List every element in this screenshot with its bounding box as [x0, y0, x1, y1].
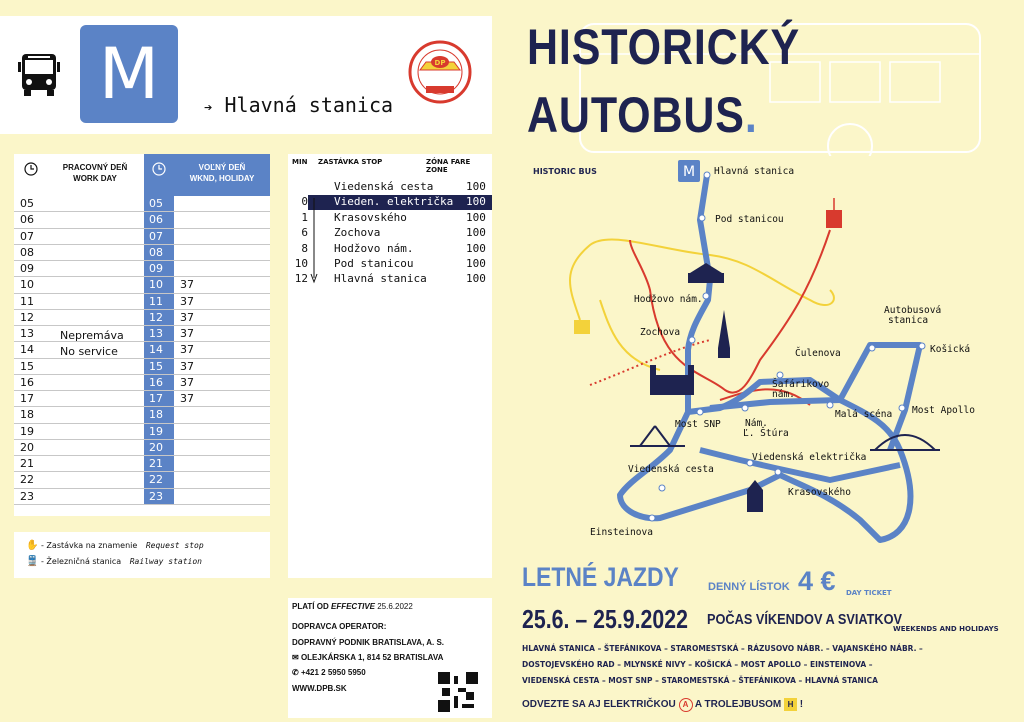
hand-icon: ✋	[26, 540, 39, 551]
legend-request-sk: - Zastávka na znamenie	[41, 541, 138, 550]
table-row	[14, 456, 270, 472]
map-label-viedel: Viedenská električka	[752, 452, 867, 463]
stop-zone: 100	[466, 257, 486, 270]
day-ticket-label: DENNÝ LÍSTOK	[708, 581, 790, 593]
stop-minute: 8	[301, 241, 308, 255]
poster-title-line1: HISTORICKÝ	[527, 19, 801, 75]
hour-workday: 20	[20, 440, 34, 454]
hour-weekend-cell	[144, 407, 174, 422]
hour-workday: 13	[20, 327, 34, 340]
hour-workday: 12	[20, 310, 34, 324]
map-label-stura2: Ľ. Štúra	[743, 428, 789, 439]
service-days-en: WEEKENDS AND HOLIDAYS	[893, 625, 999, 633]
map-label-viedcesta: Viedenská cesta	[628, 464, 714, 475]
address-text: OLEJKÁRSKA 1, 814 52 BRATISLAVA	[300, 653, 444, 662]
map-label-autobusova: Autobusová	[884, 305, 942, 316]
hour-weekend-cell	[144, 391, 174, 406]
stop-minute: 1	[301, 210, 308, 224]
map-route-badge: M	[682, 164, 696, 180]
stop-minute: 6	[301, 226, 308, 240]
table-row	[14, 472, 270, 488]
phone-icon: ✆	[292, 668, 299, 677]
hour-weekend-cell	[144, 212, 174, 227]
qr-code-icon[interactable]	[438, 672, 478, 712]
map-label-pod: Pod stanicou	[715, 214, 784, 225]
hour-weekend-cell	[144, 489, 174, 504]
mail-icon: ✉	[292, 653, 299, 662]
stop-name: Pod stanicou	[334, 257, 414, 270]
legend-rail-sk: - Železničná stanica	[41, 557, 122, 566]
table-row	[14, 391, 270, 407]
operator-label: DOPRAVCA OPERATOR:	[292, 622, 387, 631]
map-label-snp: Most SNP	[675, 419, 721, 430]
hour-weekend: 06	[149, 213, 163, 227]
minute-weekend: 37	[180, 375, 194, 389]
hour-weekend-cell	[144, 424, 174, 439]
no-service-note	[60, 328, 124, 360]
hour-weekend: 14	[149, 343, 163, 357]
also-by-trolley-text: A TROLEJBUSOM	[694, 699, 782, 710]
hour-workday: 19	[20, 424, 34, 438]
direction-arrow	[310, 198, 320, 298]
operator-web[interactable]: WWW.DPB.SK	[292, 684, 347, 693]
clock-icon	[152, 162, 166, 176]
hour-weekend-cell	[144, 342, 174, 357]
bus-icon	[16, 52, 62, 98]
table-row	[14, 375, 270, 391]
timetable-head-weekend	[144, 154, 270, 196]
legend-request	[26, 540, 204, 551]
phone-text: +421 2 5950 5950	[300, 668, 366, 677]
table-row	[14, 261, 270, 277]
ticket-price: 4 €	[798, 566, 836, 596]
hour-weekend: 10	[149, 278, 163, 292]
apollo-bridge-icon	[870, 435, 940, 450]
map-label-autobusova2: stanica	[888, 315, 929, 326]
hour-workday: 06	[20, 213, 34, 227]
minute-weekend: 37	[180, 310, 194, 324]
map-label-kosicka: Košická	[930, 344, 971, 355]
hour-weekend: 17	[149, 392, 163, 405]
also-by-tram-text: ODVEZTE SA AJ ELEKTRIČKOU	[522, 699, 676, 710]
effective-date: 25.6.2022	[377, 602, 413, 611]
header-panel	[0, 16, 492, 134]
stops-head-stop: ZASTÁVKA STOP	[318, 158, 383, 166]
minute-weekend: 37	[180, 343, 194, 357]
legend-rail	[26, 556, 202, 567]
stop-zone: 100	[466, 195, 486, 209]
map-label-krasovskeho: Krasovského	[788, 487, 851, 498]
hour-weekend: 12	[149, 310, 163, 324]
table-row	[14, 342, 270, 358]
hour-weekend: 19	[149, 424, 163, 438]
minute-weekend: 37	[180, 392, 194, 405]
effective-label: PLATÍ OD	[292, 602, 329, 611]
hour-weekend: 09	[149, 262, 163, 275]
clock-icon	[24, 162, 38, 176]
table-row	[14, 212, 270, 228]
map-label-mala: Malá scéna	[835, 409, 893, 420]
table-row	[14, 489, 270, 505]
hour-weekend-cell	[144, 277, 174, 292]
stop-name: Hlavná stanica	[334, 272, 427, 286]
map-label-stura: Nám.	[745, 418, 768, 429]
workday-title: PRACOVNÝ DEŇ	[62, 163, 128, 172]
table-row	[14, 245, 270, 261]
hour-workday: 21	[20, 457, 34, 470]
exclamation-mark: !	[799, 699, 804, 710]
legend-panel	[14, 532, 270, 578]
operator-address	[292, 653, 443, 662]
hour-workday: 15	[20, 359, 34, 373]
service-days: POČAS VÍKENDOV A SVIATKOV	[707, 611, 903, 628]
no-service-en: No service	[60, 345, 118, 358]
arrow-right-icon: ➔	[204, 100, 213, 116]
map-label-hlavna: Hlavná stanica	[714, 166, 795, 177]
summer-rides-title: LETNÉ JAZDY	[522, 562, 679, 592]
workday-subtitle: WORK DAY	[73, 174, 117, 183]
hour-weekend: 23	[149, 489, 163, 503]
train-icon: 🚆	[26, 556, 39, 567]
table-row	[14, 310, 270, 326]
stop-name: Zochova	[334, 226, 381, 240]
stop-zone: 100	[466, 241, 486, 255]
operator-phone	[292, 668, 366, 677]
timetable-head-workday	[14, 154, 144, 196]
operator-name: DOPRAVNÝ PODNIK BRATISLAVA, A. S.	[292, 638, 445, 647]
hour-weekend: 07	[149, 229, 163, 243]
destination	[204, 93, 393, 117]
service-dates: 25.6. – 25.9.2022	[522, 604, 688, 634]
minute-weekend: 37	[180, 359, 194, 373]
hour-workday: 17	[20, 392, 34, 405]
hour-workday: 16	[20, 375, 34, 389]
hour-weekend: 05	[149, 197, 163, 210]
poster-title-line2	[527, 87, 758, 143]
hour-weekend-cell	[144, 375, 174, 390]
hour-weekend-cell	[144, 472, 174, 487]
route-badge: M	[80, 25, 178, 123]
table-row	[14, 424, 270, 440]
hour-weekend: 21	[149, 457, 163, 470]
route-map	[510, 150, 1010, 550]
table-row	[14, 229, 270, 245]
map-label-zochova: Zochova	[640, 327, 681, 338]
stops-head-zone: ZÓNA FARE ZONE	[426, 158, 471, 174]
list-item	[288, 180, 492, 195]
route-description-3: VIEDENSKÁ CESTA – MOST SNP – STAROMESTSKÁ – ŠTEFÁNIKOVA – HLAVNÁ STANICA	[522, 676, 878, 685]
trolleybus-icon	[574, 320, 590, 334]
hour-workday: 11	[20, 294, 34, 308]
hour-weekend-cell	[144, 359, 174, 374]
hour-workday: 09	[20, 262, 34, 275]
stop-minute: 0	[301, 195, 308, 209]
hour-workday: 10	[20, 278, 34, 292]
timetable-panel	[14, 154, 270, 516]
effective-label-en: EFFECTIVE	[330, 602, 375, 611]
poster-title-dot: .	[744, 87, 758, 143]
map-label-culenova: Čulenova	[795, 348, 841, 359]
dpb-logo-icon	[408, 40, 472, 104]
hour-weekend: 15	[149, 359, 163, 373]
stops-head-min: MIN	[292, 158, 308, 166]
map-label-hodzovo: Hodžovo nám.	[634, 294, 703, 305]
stop-zone: 100	[466, 272, 486, 286]
map-label-apollo: Most Apollo	[912, 405, 975, 416]
weekend-subtitle: WKND, HOLIDAY	[189, 174, 255, 183]
cathedral-icon	[718, 310, 730, 358]
stop-minute: 12	[294, 272, 308, 286]
hour-workday: 22	[20, 473, 34, 487]
hour-weekend-cell	[144, 245, 174, 260]
table-row	[14, 359, 270, 375]
poster-title-word: AUTOBUS	[527, 87, 745, 143]
hour-weekend-cell	[144, 294, 174, 309]
hour-workday: 18	[20, 408, 34, 422]
map-label-safarikovo2: nám.	[772, 389, 795, 400]
hour-weekend-cell	[144, 261, 174, 276]
tram-line	[630, 230, 830, 393]
stop-name: Hodžovo nám.	[334, 241, 414, 255]
timetable-rows	[14, 196, 270, 505]
hour-weekend-cell	[144, 440, 174, 455]
table-row	[14, 294, 270, 310]
legend-rail-en: Railway station	[129, 557, 202, 566]
hour-weekend-cell	[144, 310, 174, 325]
table-row	[14, 326, 270, 342]
svg-text:DP: DP	[434, 59, 446, 67]
route-description-1: HLAVNÁ STANICA – ŠTEFÁNIKOVA – STAROMESTSKÁ – RÁZUSOVO NÁBR. – VAJANSKÉHO NÁBR. –	[522, 644, 923, 653]
operator-panel	[288, 598, 492, 718]
stop-zone: 100	[466, 226, 486, 240]
hour-weekend-cell	[144, 229, 174, 244]
no-service-sk: Nepremáva	[60, 329, 124, 342]
stops-panel	[288, 154, 492, 578]
hour-weekend-cell	[144, 326, 174, 341]
weekend-title: VOĽNÝ DEŇ	[198, 163, 246, 172]
stop-zone: 100	[466, 210, 486, 224]
tram-icon	[826, 198, 842, 228]
table-row	[14, 440, 270, 456]
minute-weekend: 37	[180, 278, 194, 292]
hour-workday: 07	[20, 229, 34, 243]
hour-weekend-cell	[144, 196, 174, 211]
map-label-safarikovo: Šafárikovo	[772, 379, 830, 390]
stop-name: Krasovského	[334, 210, 407, 224]
tram-badge-icon: A	[679, 698, 693, 712]
route-description-2: DOSTOJEVSKÉHO RAD – MLYNSKÉ NIVY – KOŠICKÁ – MOST APOLLO – EINSTEINOVA –	[522, 660, 873, 669]
hour-weekend-cell	[144, 456, 174, 471]
hour-weekend: 20	[149, 440, 163, 454]
hour-workday: 08	[20, 245, 34, 259]
stop-zone: 100	[466, 180, 486, 193]
table-row	[14, 196, 270, 212]
hour-weekend: 16	[149, 375, 163, 389]
stop-minute: 10	[294, 257, 308, 270]
stop-name: Viedenská cesta	[334, 180, 434, 193]
palace-icon	[688, 263, 724, 283]
hour-workday: 23	[20, 489, 34, 503]
hour-weekend: 13	[149, 327, 163, 340]
historic-bus-label: HISTORIC BUS	[533, 167, 597, 176]
minute-weekend: 37	[180, 294, 194, 308]
hour-weekend: 22	[149, 473, 163, 487]
also-by-tram-note	[522, 698, 803, 712]
destination-name: Hlavná stanica	[224, 93, 394, 117]
stop-name: Vieden. električka	[334, 195, 454, 209]
day-ticket-en: DAY TICKET	[846, 589, 892, 597]
table-row	[14, 277, 270, 293]
hour-weekend: 11	[149, 294, 163, 308]
legend-request-en: Request stop	[145, 541, 204, 550]
hour-weekend: 08	[149, 245, 163, 259]
minute-weekend: 37	[180, 327, 194, 340]
list-item	[301, 195, 492, 210]
trolley-badge-icon: H	[784, 698, 797, 711]
effective-line	[292, 602, 413, 611]
table-row	[14, 407, 270, 423]
hour-weekend: 18	[149, 408, 163, 422]
hour-workday: 05	[20, 197, 34, 210]
map-label-einsteinova: Einsteinova	[590, 527, 653, 538]
hour-workday: 14	[20, 343, 34, 357]
